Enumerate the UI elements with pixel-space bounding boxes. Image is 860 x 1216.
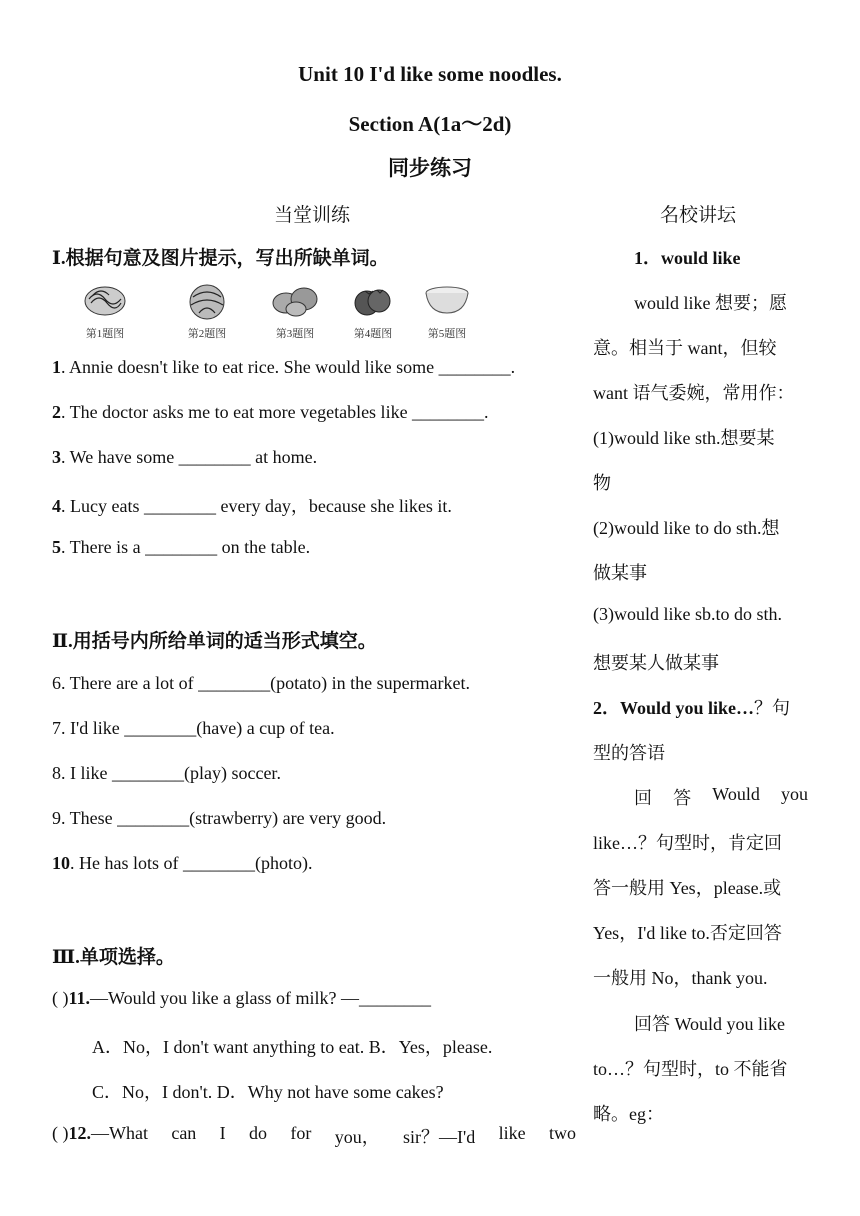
point1-title: 1．would like	[634, 248, 741, 268]
picture-1	[70, 283, 140, 341]
point1-line-2: 意。相当于 want，但较	[593, 338, 777, 358]
point1-line-7: 做某事	[593, 563, 647, 583]
question-10: 10. He has lots of ________(photo).	[52, 853, 313, 873]
picture-5	[412, 283, 482, 341]
point1-line-9: 想要某人做某事	[593, 653, 719, 673]
question-4: 4. Lucy eats ________ every day，because she likes it.	[52, 496, 452, 516]
picture-4-caption: 第4题图	[353, 328, 393, 340]
picture-3	[260, 283, 330, 341]
point2-para-line-5: 一般用 No，thank you.	[593, 968, 768, 988]
question-1: 1. Annie doesn't like to eat rice. She would like some ________.	[52, 357, 516, 377]
empty-bowl-icon	[423, 283, 471, 317]
doc-subtitle: 同步练习	[388, 156, 472, 180]
question-11: ( )11.—Would you like a glass of milk? —________	[52, 988, 432, 1008]
point1-line-5: 物	[593, 473, 611, 493]
picture-strip	[70, 283, 490, 343]
cabbage-icon	[185, 283, 229, 321]
point1-line-6: (2)would like to do sth.想	[593, 518, 780, 538]
part1-title: Ⅰ.根据句意及图片提示，写出所缺单词。	[52, 248, 389, 269]
point2-para-line-2: like…？句型时，肯定回	[593, 833, 782, 853]
point1-line-8: (3)would like sb.to do sth.	[593, 604, 782, 624]
point2-para-line-1: 回 答 Would you	[634, 784, 808, 808]
point2-line-2: 型的答语	[593, 743, 665, 763]
point1-line-3: want 语气委婉，常用作：	[593, 383, 795, 403]
question-5: 5. There is a ________ on the table.	[52, 537, 311, 557]
question-7: 7. I'd like ________(have) a cup of tea.	[52, 718, 335, 738]
question-2: 2. The doctor asks me to eat more vegetables like ________.	[52, 402, 489, 422]
point2-para-line-3: 答一般用 Yes，please.或	[593, 878, 782, 898]
point3-line-1: 回答 Would you like	[634, 1014, 786, 1034]
picture-5-caption: 第5题图	[427, 328, 467, 340]
picture-2-caption: 第2题图	[187, 328, 227, 340]
point1-line-4: (1)would like sth.想要某	[593, 428, 775, 448]
point3-line-3: 略。eg：	[593, 1104, 664, 1124]
tomatoes-icon	[351, 283, 395, 317]
part2-title: Ⅱ.用括号内所给单词的适当形式填空。	[52, 631, 377, 652]
point1-line-1: would like 想要；愿	[634, 293, 787, 313]
picture-2	[172, 283, 242, 341]
question-11-options-1: A．No，I don't want anything to eat. B．Yes，please.	[92, 1037, 493, 1057]
question-11-options-2: C．No，I don't. D．Why not have some cakes?	[92, 1082, 444, 1102]
left-heading: 当堂训练	[274, 205, 351, 226]
doc-title: Unit 10 I'd like some noodles.	[298, 62, 562, 86]
point2-para-line-4: Yes，I'd like to.否定回答	[593, 923, 782, 943]
picture-3-caption: 第3题图	[275, 328, 315, 340]
question-8: 8. I like ________(play) soccer.	[52, 763, 281, 783]
question-9: 9. These ________(strawberry) are very good.	[52, 808, 387, 828]
question-3: 3. We have some ________ at home.	[52, 447, 318, 467]
right-heading: 名校讲坛	[660, 205, 737, 226]
question-12: ( )12.—What can I do for you， sir？—I'd like two	[52, 1123, 576, 1147]
question-6: 6. There are a lot of ________(potato) in the supermarket.	[52, 673, 471, 693]
potatoes-icon	[270, 283, 320, 317]
noodles-bowl-icon	[83, 283, 127, 319]
part3-title: Ⅲ.单项选择。	[52, 947, 175, 968]
point2-title: 2．Would you like…？句	[593, 698, 791, 718]
picture-1-caption: 第1题图	[85, 328, 125, 340]
point3-line-2: to…？句型时，to 不能省	[593, 1059, 788, 1079]
picture-4	[338, 283, 408, 341]
section-title: Section A(1a～2d)	[348, 112, 512, 136]
